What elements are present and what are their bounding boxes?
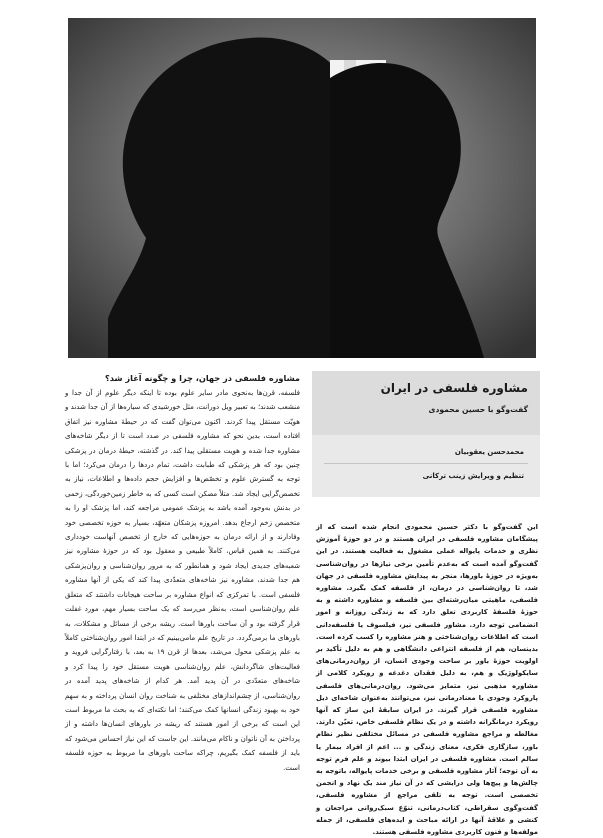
article-subtitle: گفت‌وگو با حسین محمودی (428, 405, 528, 414)
article-title: مشاوره فلسفی در ایران (380, 381, 528, 395)
editor-credit: تنظیم و ویرایش زینب ترکانی (422, 472, 524, 480)
intro-paragraph: این گفت‌وگو با دکتر حسین محمودی انجام شده است که از پیشگامان مشاوره فلسفی در ایران هستند و در دو حوزهٔ آموزش نظری و خدمات پایواله عملی مشغول به فعالیت هستند. در این گفت‌وگو آمده است که به‌عدم تأمین برخی نیازها در روان‌شناسی به‌ویژه در حوزهٔ باورها، منجر به پیدایش مشاوره فلسفی در جهان شد، تا روان‌شناسی در درمان، از فلسفه کمک بگیرد. مشاوره فلسفی، ماهیتی میان‌رشته‌ای بین فلسفه و مشاوره داشته و به حوزهٔ فلسفهٔ کاربردی تعلق دارد که به زندگی روزانه و امور انضمامی توجه دارد. مشاور فلسفی نیز، فیلسوف یا فلسفه‌دانی است که اطلاعات روان‌شناختی و هنر مشاوره را کسب کرده است. بدینسان، هم از فلسفه انتزاعی دانشگاهی و هم به دلیل تأکید بر اولویت حوزهٔ باور بر ساحت وجودی انسان، از روان‌درمانی‌های سایکولوژیک و هم، به دلیل فقدان دغدغه و رویکرد کلامی از مشاوره مذهبی نیز، متمایز می‌شود. روان‌درمانی‌های فلسفی پاروکرد وجودی یا معنادرمانی نیز، می‌توانند به‌عنوان شاخه‌ای ذیل مشاوره فلسفی قرار گیرند. در ایران سابقهٔ این ساز که آنها رویکرد درمانگرانه داشته و در یک نظام فلسفی خاص، تعیّن دارند. مغالطه و مراجع مشاوره فلسفی در مسائل مختلفی نظیر نظام باور، سازگاری فکری، معنای زندگی و ... اعم از افراد بیمار یا سالم است. مشاوره فلسفی در ایران ابتدا بیوند و علم فرم توجه به آن توجه؛ آثار مشاوره فلسفی و برخی خدمات پایواله، باتوجه به چالش‌ها و پیچ‌ها ولی درایشی که در آن نیاز مند یک نهاد و انجمن تخصصی است. توجه به تلقی مراجع از مشاوره فلسفی، گفت‌وگوی سقراطی، کتاب‌درمانی، تنوّع سبک‌روانی مراجعان و کنشی و علاقهٔ آنها در ارائه مباحث و ایده‌های فلسفی، از جمله مولفه‌ها و فنون کاربردی مشاوره فلسفی هستند. (316, 523, 538, 837)
section-column (65, 372, 300, 775)
head-silhouettes-illustration (68, 18, 536, 358)
credit-divider (324, 463, 528, 464)
interviewer-credit: محمدحسن یعقوبیان (454, 448, 524, 456)
section-heading: مشاوره فلسفی در جهان، چرا و چگونه آغاز شد؟ (105, 373, 300, 383)
hero-image (68, 18, 536, 358)
intro-column (316, 521, 538, 838)
section-body: فلسفه، قرن‌ها به‌نحوی مادر سایر علوم بوده تا اینکه دیگر علوم از آن جدا و منشعب شدند؛ به تعبیر ویل دورانت، مثل خورشیدی که سیاره‌ها از آن جدا شدند و هویّت مستقل پیدا کردند. اکنون می‌توان گفت که در حیطهٔ مشاوره نیز اتفاق افتاده است، بدین نحو که مشاوره فلسفی در صدد است تا از دیگر شاخه‌های مشاوره جدا شده و هویت مستقلی پیدا کند. در گذشته، حیطهٔ درمان در پزشکی چنین بود که هر پزشکی که طبابت داشت، تمام دردها را درمان می‌کرد؛ اما با توجه به گسترش علوم و تخصّص‌ها و افزایش حجم داده‌ها و اطلاعات، نیاز به تخصص‌گرایی ایجاد شد. متلاً مصکن است کسی که به خاطر زمین‌خوردگی، زخمی در بدنش به‌وجود آمده باشد به پزشک عمومی مراجعه کند، اما پزشک او را به متخصص زخم ارجاع بدهد. امروزه پزشکان متعهّد، بسیار به حوزه تخصصی خود وفادارند و از ارائه درمان به حوزه‌هایی که خارج از تخصص آنهاست خودداری می‌کنند. به همین قیاس، کاملاً طبیعی و معقول بود که در حوزهٔ مشاوره نیز شعبه‌های جدیدی ایجاد شود و همانطور که به مرور روان‌شناسی و روان‌پزشکی هم جدا شدند، مشاوره نیز شاخه‌های متعدّدی پیدا کند که یکی از آنها مشاوره فلسفی است. با تمرکزی که انواع مشاوره بر ساحت هیجانات داشتند که متعلق علم روان‌شناسی است، به‌نظر می‌رسد که یک ساحت بسیار مهم، مورد غفلت قرار گرفته بود و آن ساحت باورها است. ریشه برخی از مسائل و مشکلات، به باورهای ما برمی‌گردد. در تاریخ علم مامی‌بینیم که در ابتدا امور روان‌شناختی کاملاً به علم پزشکی محول می‌شد، بعدها از قرن ۱۹ به بعد، با رفتارگرایی فروید و فعالیت‌های شاگردانش، علم روان‌شناسی هویت مستقل خود را پیدا کرد و شاخه‌های متعدّدی در آن پدید آمد. هر کدام از شاخه‌های پدید آمده در روان‌شناسی، از چشم‌اندازهای مختلفی به شناخت روان انسان پرداخته و به سهم خود به بهبود زندگی انسانها کمک می‌کنند؛ اما نکته‌ای که به بحث ما مربوط است این است که برخی از امور هستند که ریشه در باورهای انسان‌ها داشته و از پرداختن به آن ناتوان و ناکام می‌مانند. این جاست که این نیاز احساس می‌شود که باید از فلسفه کمک بگیریم، چراکه ساحت باورهای ما مربوط به حوزه فلسفه است. (65, 389, 300, 772)
title-panel (312, 371, 540, 497)
